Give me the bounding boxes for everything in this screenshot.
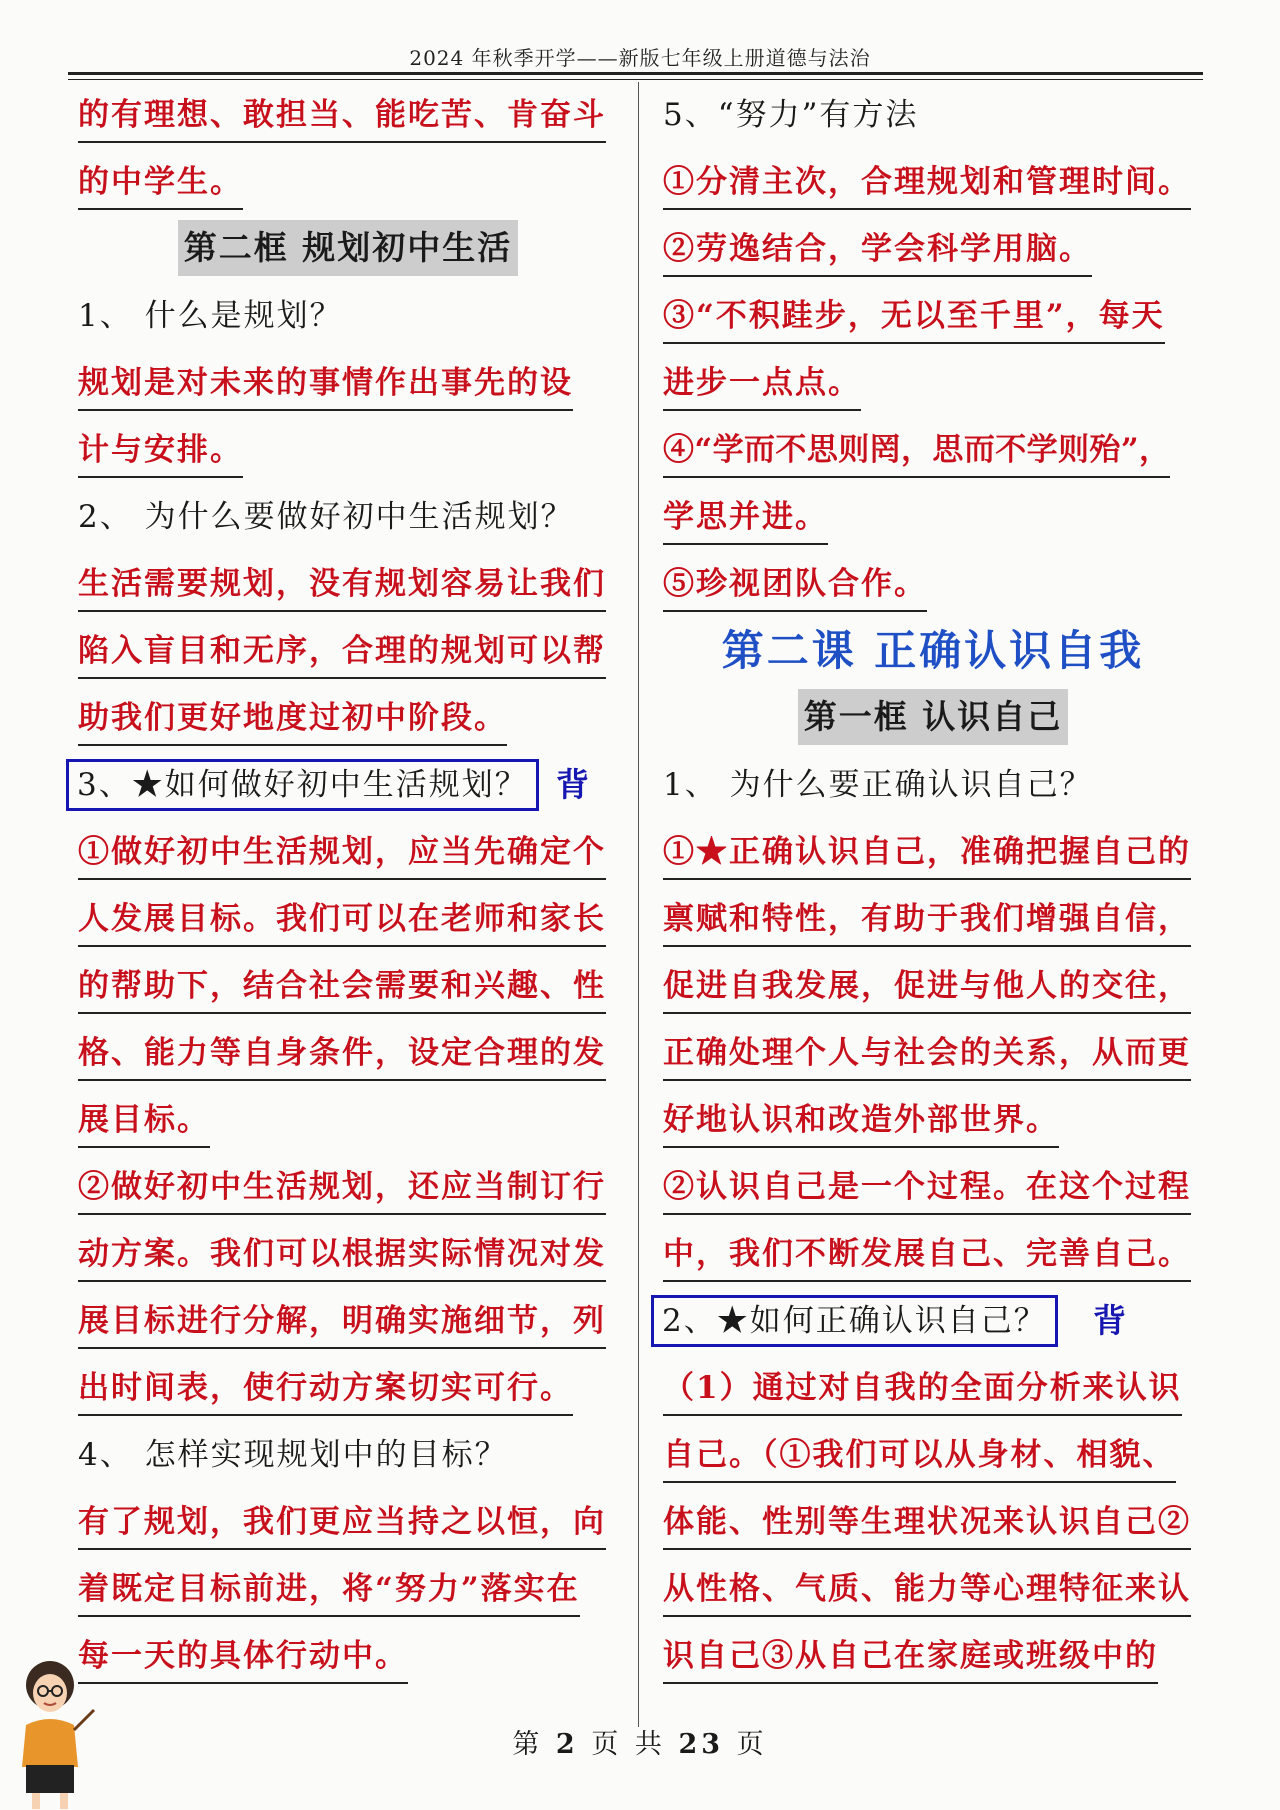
answer-line: ①分清主次，合理规划和管理时间。: [663, 156, 1191, 210]
right-question-1: 1、 为什么要正确认识自己？: [663, 767, 1093, 803]
memorize-mark: 背: [1093, 1301, 1128, 1340]
right-column: [663, 85, 1203, 1693]
answer-line: 出时间表，使行动方案切实可行。: [78, 1362, 573, 1416]
footer-suffix: 页: [736, 1729, 768, 1760]
question-1: 1、 什么是规划？: [78, 298, 343, 334]
column-divider: [638, 82, 639, 1727]
header-rule-thick: [68, 72, 1203, 75]
question-4: 4、 怎样实现规划中的目标？: [78, 1437, 508, 1473]
answer-line: 陷入盲目和无序，合理的规划可以帮: [78, 625, 606, 679]
answer-line: 正确处理个人与社会的关系，从而更: [663, 1027, 1191, 1081]
answer-line: 识自己③从自己在家庭或班级中的: [663, 1630, 1158, 1684]
answer-line: ⑤珍视团队合作。: [663, 558, 927, 612]
answer-line: 体能、性别等生理状况来认识自己②: [663, 1496, 1191, 1550]
answer-line: 展目标。: [78, 1094, 210, 1148]
section-title-plan: 第二框 规划初中生活: [178, 220, 519, 276]
answer-line: 从性格、气质、能力等心理特征来认: [663, 1563, 1191, 1617]
answer-line: ③“不积跬步，无以至千里”，每天: [663, 290, 1165, 344]
answer-line: ①做好初中生活规划，应当先确定个: [78, 826, 606, 880]
answer-line: 动方案。我们可以根据实际情况对发: [78, 1228, 606, 1282]
answer-line: 的中学生。: [78, 156, 243, 210]
answer-line: 计与安排。: [78, 424, 243, 478]
teacher-cartoon-icon: [8, 1655, 98, 1810]
answer-line: 中，我们不断发展自己、完善自己。: [663, 1228, 1191, 1282]
answer-line: 生活需要规划，没有规划容易让我们: [78, 558, 606, 612]
answer-line: 助我们更好地度过初中阶段。: [78, 692, 507, 746]
lesson-title: 第二课 正确认识自我: [721, 626, 1145, 675]
answer-line: 展目标进行分解，明确实施细节，列: [78, 1295, 606, 1349]
answer-line: ①★正确认识自己，准确把握自己的: [663, 826, 1191, 880]
page-footer: [0, 1722, 1280, 1761]
answer-line: 规划是对未来的事情作出事先的设: [78, 357, 573, 411]
answer-line: 进步一点点。: [663, 357, 861, 411]
answer-line: ②做好初中生活规划，还应当制订行: [78, 1161, 606, 1215]
footer-total-pages: 23: [678, 1729, 725, 1760]
footer-prefix: 第: [512, 1729, 544, 1760]
answer-line: 着既定目标前进，将“努力”落实在: [78, 1563, 580, 1617]
question-2: 2、 为什么要做好初中生活规划？: [78, 499, 574, 535]
answer-line: 好地认识和改造外部世界。: [663, 1094, 1059, 1148]
answer-line: ④“学而不思则罔，思而不学则殆”，: [663, 424, 1170, 478]
answer-line: 每一天的具体行动中。: [78, 1630, 408, 1684]
answer-line: ②劳逸结合，学会科学用脑。: [663, 223, 1092, 277]
answer-line: （1）通过对自我的全面分析来认识: [663, 1362, 1182, 1416]
answer-line: 促进自我发展，促进与他人的交往，: [663, 960, 1191, 1014]
answer-line: 格、能力等自身条件，设定合理的发: [78, 1027, 606, 1081]
memorize-mark: 背: [556, 765, 591, 804]
section-title-know-self: 第一框 认识自己: [798, 689, 1069, 745]
header-rule-thin: [68, 79, 1203, 80]
answer-line: 禀赋和特性，有助于我们增强自信，: [663, 893, 1191, 947]
answer-line: 自己。（①我们可以从身材、相貌、: [663, 1429, 1176, 1483]
left-column: [78, 85, 618, 1693]
answer-line: ②认识自己是一个过程。在这个过程: [663, 1161, 1191, 1215]
footer-mid: 页 共: [591, 1729, 666, 1760]
footer-page-number: 2: [555, 1729, 579, 1760]
header-title: 2024 年秋季开学——新版七年级上册道德与法治: [409, 46, 871, 70]
answer-line: 学思并进。: [663, 491, 828, 545]
answer-line: 的帮助下，结合社会需要和兴趣、性: [78, 960, 606, 1014]
right-question-2-boxed: 2、★如何正确认识自己？: [651, 1295, 1058, 1347]
question-3-boxed: 3、★如何做好初中生活规划？: [66, 759, 539, 811]
answer-line: 人发展目标。我们可以在老师和家长: [78, 893, 606, 947]
answer-line: 有了规划，我们更应当持之以恒，向: [78, 1496, 606, 1550]
question-5: 5、“努力”有方法: [663, 97, 919, 133]
answer-line: 的有理想、敢担当、能吃苦、肯奋斗: [78, 89, 606, 143]
